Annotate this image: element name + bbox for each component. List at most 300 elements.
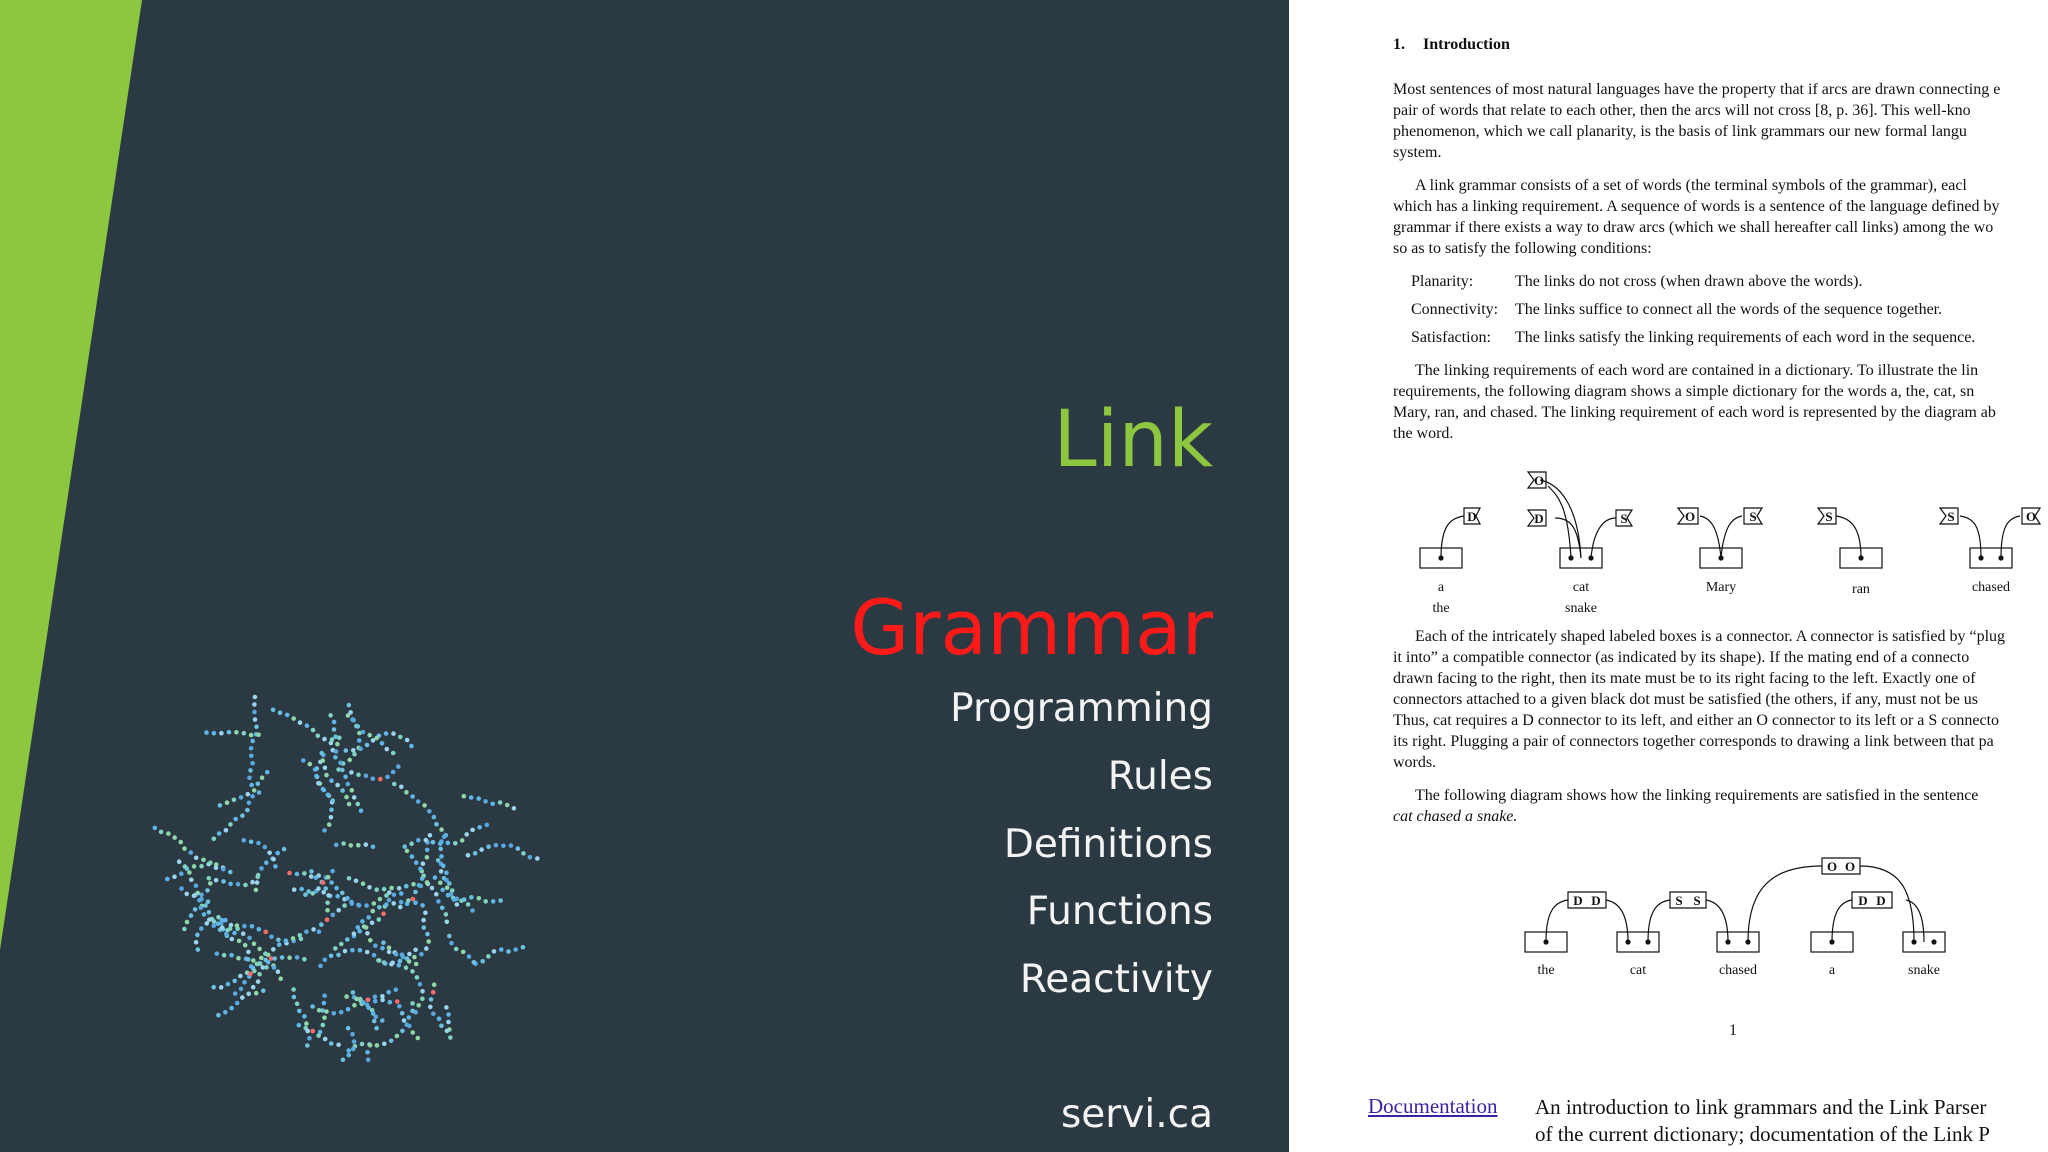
sphere-dot — [354, 997, 359, 1002]
sphere-dot — [211, 924, 216, 929]
sphere-dot — [521, 851, 526, 856]
sphere-dot — [358, 948, 363, 953]
sphere-dot — [413, 890, 418, 895]
sphere-dot — [250, 924, 255, 929]
sphere-dot — [391, 731, 396, 736]
sphere-dot — [179, 886, 184, 891]
para4-line: drawn facing to the right, then its mate must be to its right facing to the left. Exactly one of — [1393, 670, 1976, 687]
sphere-dot — [367, 885, 372, 890]
sphere-dot — [352, 795, 357, 800]
sphere-dot — [250, 739, 255, 744]
sphere-dot — [402, 1018, 407, 1023]
connector-label-s: S — [1749, 509, 1757, 524]
sphere-dot — [322, 993, 327, 998]
sphere-dot — [436, 858, 441, 863]
sphere-dot — [282, 847, 287, 852]
sphere-dot — [440, 888, 445, 893]
condition-connectivity — [1411, 299, 2048, 320]
sphere-dot — [425, 880, 430, 885]
connector-label-o: O — [2025, 509, 2037, 524]
sphere-dot — [509, 843, 514, 848]
sphere-dot — [345, 937, 350, 942]
sphere-dot — [249, 964, 254, 969]
sphere-dot — [356, 802, 361, 807]
sphere-dot — [410, 1001, 415, 1006]
sphere-dot — [329, 1041, 334, 1046]
sentence-linkage-diagram — [1510, 850, 2010, 984]
sphere-dot — [235, 923, 240, 928]
connector-label-d: D — [1534, 511, 1544, 526]
sphere-dot — [249, 783, 254, 788]
sphere-dot — [329, 808, 334, 813]
connector-label-d: D — [1591, 893, 1601, 908]
sphere-dot — [397, 886, 402, 891]
sphere-dot — [444, 871, 449, 876]
sphere-dot — [302, 957, 307, 962]
sphere-dot — [437, 1016, 442, 1021]
sphere-dot — [360, 1042, 365, 1047]
slide-subtitle-functions: Functions — [1026, 889, 1213, 934]
para2-line: which has a linking requirement. A sequence of words is a sentence of the language defined by — [1393, 198, 2000, 215]
sphere-dot — [365, 743, 370, 748]
sphere-dot — [342, 903, 347, 908]
sphere-dot — [166, 831, 171, 836]
sphere-dot — [304, 1021, 309, 1026]
sphere-dot — [373, 943, 378, 948]
sphere-dot — [205, 888, 210, 893]
sphere-dot — [399, 785, 404, 790]
doc-desc-line: An introduction to link grammars and the Link Parser — [1535, 1095, 1987, 1119]
sphere-dot — [253, 717, 258, 722]
sphere-dot — [419, 952, 424, 957]
sphere-dot — [325, 901, 330, 906]
sphere-dot — [252, 702, 257, 707]
sphere-dot — [212, 837, 217, 842]
paragraph-definition — [1393, 175, 2048, 259]
sphere-dot — [477, 896, 482, 901]
sphere-dot — [356, 724, 361, 729]
sphere-dot — [388, 1000, 393, 1005]
sphere-dot — [346, 1026, 351, 1031]
sphere-dot — [325, 908, 330, 913]
sphere-dot — [219, 985, 224, 990]
sphere-dot — [208, 860, 213, 865]
sphere-dot — [338, 761, 343, 766]
sphere-dot — [351, 1047, 356, 1052]
sphere-dot — [513, 947, 518, 952]
sphere-dot — [195, 891, 200, 896]
sphere-dot — [326, 793, 331, 798]
sphere-dot — [400, 1011, 405, 1016]
sphere-dot — [214, 878, 219, 883]
sphere-dot — [344, 748, 349, 753]
word-a: a — [1437, 580, 1445, 595]
sphere-dot — [424, 946, 429, 951]
sphere-dot — [153, 826, 158, 831]
word-snake: snake — [1565, 601, 1597, 616]
sphere-dot — [340, 891, 345, 896]
sphere-dot — [377, 917, 382, 922]
sphere-dot — [371, 1011, 376, 1016]
sphere-dot — [467, 954, 472, 959]
sphere-dot — [311, 927, 316, 932]
para5-line: cat chased a snake. — [1393, 808, 1518, 825]
sphere-dot — [278, 710, 283, 715]
section-number: 1. — [1393, 36, 1405, 53]
sphere-dot — [352, 1003, 357, 1008]
sphere-dot — [235, 1001, 240, 1006]
sphere-dot — [305, 1029, 310, 1034]
sphere-dot — [189, 913, 194, 918]
sphere-dot — [291, 716, 296, 721]
sphere-dot — [470, 908, 475, 913]
sphere-dot — [208, 881, 213, 886]
sphere-dot — [196, 947, 201, 952]
sphere-dot — [460, 838, 465, 843]
sphere-dot — [232, 979, 237, 984]
sphere-dot — [343, 949, 348, 954]
sphere-dot — [334, 843, 339, 848]
connector-label-s: S — [1825, 509, 1833, 524]
sphere-dot — [356, 772, 361, 777]
sphere-dot — [420, 903, 425, 908]
sphere-dot — [344, 994, 349, 999]
sphere-dot — [280, 955, 285, 960]
sphere-dot — [374, 736, 379, 741]
sphere-dot — [229, 953, 234, 958]
sphere-dot — [382, 887, 387, 892]
connector-label-o: O — [1826, 859, 1838, 874]
sphere-dot — [242, 980, 247, 985]
word-the: the — [1537, 963, 1555, 978]
word-the: the — [1432, 601, 1450, 616]
sphere-dot — [256, 841, 261, 846]
sphere-dot — [448, 1035, 453, 1040]
sphere-dot — [407, 952, 412, 957]
sphere-dot — [239, 795, 244, 800]
sphere-dot — [223, 1010, 228, 1015]
sphere-dot — [483, 899, 488, 904]
sphere-dot — [321, 880, 326, 885]
word-cat: cat — [1629, 963, 1647, 978]
sphere-dot — [365, 931, 370, 936]
sphere-dot — [444, 878, 449, 883]
sphere-dot — [375, 1043, 380, 1048]
sphere-dot — [410, 969, 415, 974]
sphere-dot — [328, 713, 333, 718]
sphere-dot — [264, 930, 269, 935]
sphere-dot — [199, 926, 204, 931]
sphere-dot — [360, 919, 365, 924]
sphere-dot — [184, 892, 189, 897]
sphere-dot — [444, 1005, 449, 1010]
sphere-dot — [387, 945, 392, 950]
sphere-dot — [246, 792, 251, 797]
sphere-dot — [321, 787, 326, 792]
sphere-dot — [332, 720, 337, 725]
sphere-dot — [341, 841, 346, 846]
sphere-dot — [336, 908, 341, 913]
sphere-dot — [242, 731, 247, 736]
sphere-dot — [292, 887, 297, 892]
sphere-dot — [242, 838, 247, 843]
sphere-dot — [336, 953, 341, 958]
sphere-dot — [195, 933, 200, 938]
sphere-dot — [380, 946, 385, 951]
condition-term: Planarity: — [1411, 273, 1474, 290]
sphere-dot — [400, 1029, 405, 1034]
sphere-dot — [398, 735, 403, 740]
sphere-dot — [339, 942, 344, 947]
section-title: Introduction — [1423, 36, 1510, 53]
sphere-dot — [394, 987, 399, 992]
sphere-dot — [384, 731, 389, 736]
sphere-dot — [446, 1012, 451, 1017]
sphere-dot — [462, 897, 467, 902]
word-snake: snake — [1908, 963, 1940, 978]
sphere-dot — [371, 845, 376, 850]
sphere-dot — [371, 776, 376, 781]
sphere-dot — [256, 782, 261, 787]
sphere-dot — [486, 844, 491, 849]
sphere-dot — [241, 931, 246, 936]
sphere-dot — [323, 958, 328, 963]
documentation-link[interactable]: Documentation — [1368, 1094, 1498, 1118]
sphere-dot — [308, 762, 313, 767]
sphere-dot — [237, 939, 242, 944]
sphere-dot — [295, 955, 300, 960]
sphere-dot — [218, 803, 223, 808]
sphere-dot — [250, 761, 255, 766]
sphere-dot — [299, 887, 304, 892]
sphere-dot — [380, 741, 385, 746]
paragraph-dictionary — [1393, 360, 2048, 444]
sphere-dot — [278, 976, 283, 981]
sphere-dot — [264, 965, 269, 970]
sphere-dot — [398, 905, 403, 910]
sphere-dot — [404, 790, 409, 795]
sphere-dot — [391, 901, 396, 906]
sphere-dot — [253, 695, 258, 700]
sphere-dot — [373, 999, 378, 1004]
sphere-dot — [485, 823, 490, 828]
sphere-dot — [275, 851, 280, 856]
sphere-dot — [469, 795, 474, 800]
sphere-dot — [333, 735, 338, 740]
sphere-dot — [251, 985, 256, 990]
sphere-dot — [256, 733, 261, 738]
sphere-dot — [192, 893, 197, 898]
sphere-dot — [413, 901, 418, 906]
sphere-dot — [399, 891, 404, 896]
sphere-dot — [216, 1013, 221, 1018]
sphere-dot — [329, 778, 334, 783]
para5-line: The following diagram shows how the linking requirements are satisfied in the sentence — [1415, 787, 1979, 804]
slide-subtitle-rules: Rules — [1107, 754, 1213, 799]
sphere-dot — [201, 858, 206, 863]
sphere-dot — [372, 901, 377, 906]
sphere-dot — [382, 1042, 387, 1047]
sphere-dot — [314, 875, 319, 880]
sphere-dot — [271, 857, 276, 862]
sphere-dot — [422, 925, 427, 930]
sphere-dot — [501, 844, 506, 849]
sphere-dot — [182, 927, 187, 932]
sphere-dot — [322, 1001, 327, 1006]
sphere-dot — [392, 893, 397, 898]
sphere-dot — [303, 892, 308, 897]
sphere-dot — [301, 758, 306, 763]
sphere-dot — [371, 909, 376, 914]
sphere-dot — [401, 955, 406, 960]
sphere-dot — [295, 1002, 300, 1007]
sphere-dot — [440, 906, 445, 911]
sphere-dot — [358, 747, 363, 752]
connector-label-d: D — [1573, 893, 1583, 908]
sphere-dot — [329, 880, 334, 885]
sphere-dot — [271, 947, 276, 952]
sphere-dot — [177, 859, 182, 864]
sphere-dot — [366, 1005, 371, 1010]
sphere-dot — [428, 833, 433, 838]
sphere-dot — [438, 881, 443, 886]
paragraph-connector — [1393, 626, 2048, 773]
word-box-chased — [1717, 932, 1759, 952]
sphere-dot — [431, 990, 436, 995]
sphere-dot — [411, 897, 416, 902]
word-chased: chased — [1971, 580, 2011, 595]
sphere-dot — [395, 1034, 400, 1039]
sphere-dot — [411, 882, 416, 887]
sphere-dot — [310, 1029, 315, 1034]
sphere-dot — [469, 895, 474, 900]
sphere-dot — [385, 747, 390, 752]
sphere-dot — [314, 774, 319, 779]
sphere-dot — [490, 802, 495, 807]
para2-line: A link grammar consists of a set of words (the terminal symbols of the grammar), eacl — [1415, 177, 1967, 194]
sphere-dot — [329, 954, 334, 959]
sphere-dot — [330, 869, 335, 874]
sphere-dot — [343, 775, 348, 780]
sphere-dot — [207, 910, 212, 915]
sphere-dot — [302, 871, 307, 876]
sphere-dot — [248, 768, 253, 773]
sphere-dot — [362, 924, 367, 929]
sphere-dot — [332, 1011, 337, 1016]
sphere-dot — [499, 947, 504, 952]
sphere-dot — [257, 790, 262, 795]
sphere-dot — [220, 918, 225, 923]
connector-label-s: S — [1620, 511, 1628, 526]
sphere-dot — [309, 869, 314, 874]
sphere-dot — [361, 881, 366, 886]
sphere-dot — [432, 815, 437, 820]
sphere-dot — [392, 782, 397, 787]
sphere-dot — [516, 846, 521, 851]
sphere-dot — [350, 901, 355, 906]
sphere-dot — [410, 794, 415, 799]
sphere-dot — [233, 991, 238, 996]
sphere-dot — [228, 870, 233, 875]
slide-title-grammar: Grammar — [850, 583, 1213, 672]
sphere-dot — [254, 991, 259, 996]
sphere-dot — [535, 856, 540, 861]
sphere-dot — [256, 979, 261, 984]
sphere-dot — [352, 752, 357, 757]
sphere-dot — [327, 822, 332, 827]
sphere-dot — [189, 878, 194, 883]
sphere-dot — [374, 887, 379, 892]
sphere-dot — [229, 1006, 234, 1011]
sphere-dot — [431, 1011, 436, 1016]
sphere-dot — [412, 955, 417, 960]
sphere-dot — [373, 995, 378, 1000]
para3-line: requirements, the following diagram shows a simple dictionary for the words a, the, cat, sn — [1393, 383, 1975, 400]
section-heading — [1393, 34, 2048, 55]
sphere-dot — [421, 918, 426, 923]
sphere-dot — [245, 808, 250, 813]
sphere-dot — [257, 972, 262, 977]
sphere-dot — [179, 871, 184, 876]
sphere-dot — [470, 828, 475, 833]
sphere-dot — [346, 713, 351, 718]
sphere-dot — [416, 1036, 421, 1041]
sphere-dot — [413, 948, 418, 953]
sphere-dot — [404, 965, 409, 970]
sphere-dot — [480, 959, 485, 964]
sphere-dot — [254, 888, 259, 893]
sphere-dot — [264, 860, 269, 865]
sphere-dot — [378, 777, 383, 782]
para4-line: its right. Plugging a pair of connectors together corresponds to drawing a link between that pa — [1393, 733, 1994, 750]
sphere-dot — [438, 847, 443, 852]
sphere-dot — [324, 773, 329, 778]
sphere-dot — [221, 867, 226, 872]
sphere-dot — [239, 987, 244, 992]
slide-title-link: Link — [1053, 395, 1213, 485]
sphere-dot — [249, 754, 254, 759]
sphere-dot — [183, 864, 188, 869]
sphere-dot — [367, 733, 372, 738]
sphere-dot — [390, 961, 395, 966]
sphere-dot — [347, 876, 352, 881]
sphere-dot — [366, 1058, 371, 1063]
sphere-dot — [187, 870, 192, 875]
sphere-dot — [387, 898, 392, 903]
sphere-dot — [323, 766, 328, 771]
sphere-dot — [250, 880, 255, 885]
sphere-dot — [232, 931, 237, 936]
sphere-dot — [377, 905, 382, 910]
sphere-dot — [505, 803, 510, 808]
sphere-dot — [445, 1029, 450, 1034]
sphere-dot — [405, 849, 410, 854]
sphere-dot — [479, 847, 484, 852]
word-a: a — [1828, 963, 1836, 978]
sphere-dot — [193, 907, 198, 912]
sphere-dot — [396, 764, 401, 769]
sphere-dot — [243, 943, 248, 948]
sphere-dot — [389, 886, 394, 891]
sphere-dot — [316, 781, 321, 786]
connector-label-o: O — [1844, 859, 1856, 874]
sphere-dot — [325, 917, 330, 922]
word-cat: cat — [1572, 580, 1590, 595]
sphere-dot — [317, 1008, 322, 1013]
condition-term: Satisfaction: — [1411, 329, 1491, 346]
sphere-dot — [291, 987, 296, 992]
sphere-dot — [421, 861, 426, 866]
